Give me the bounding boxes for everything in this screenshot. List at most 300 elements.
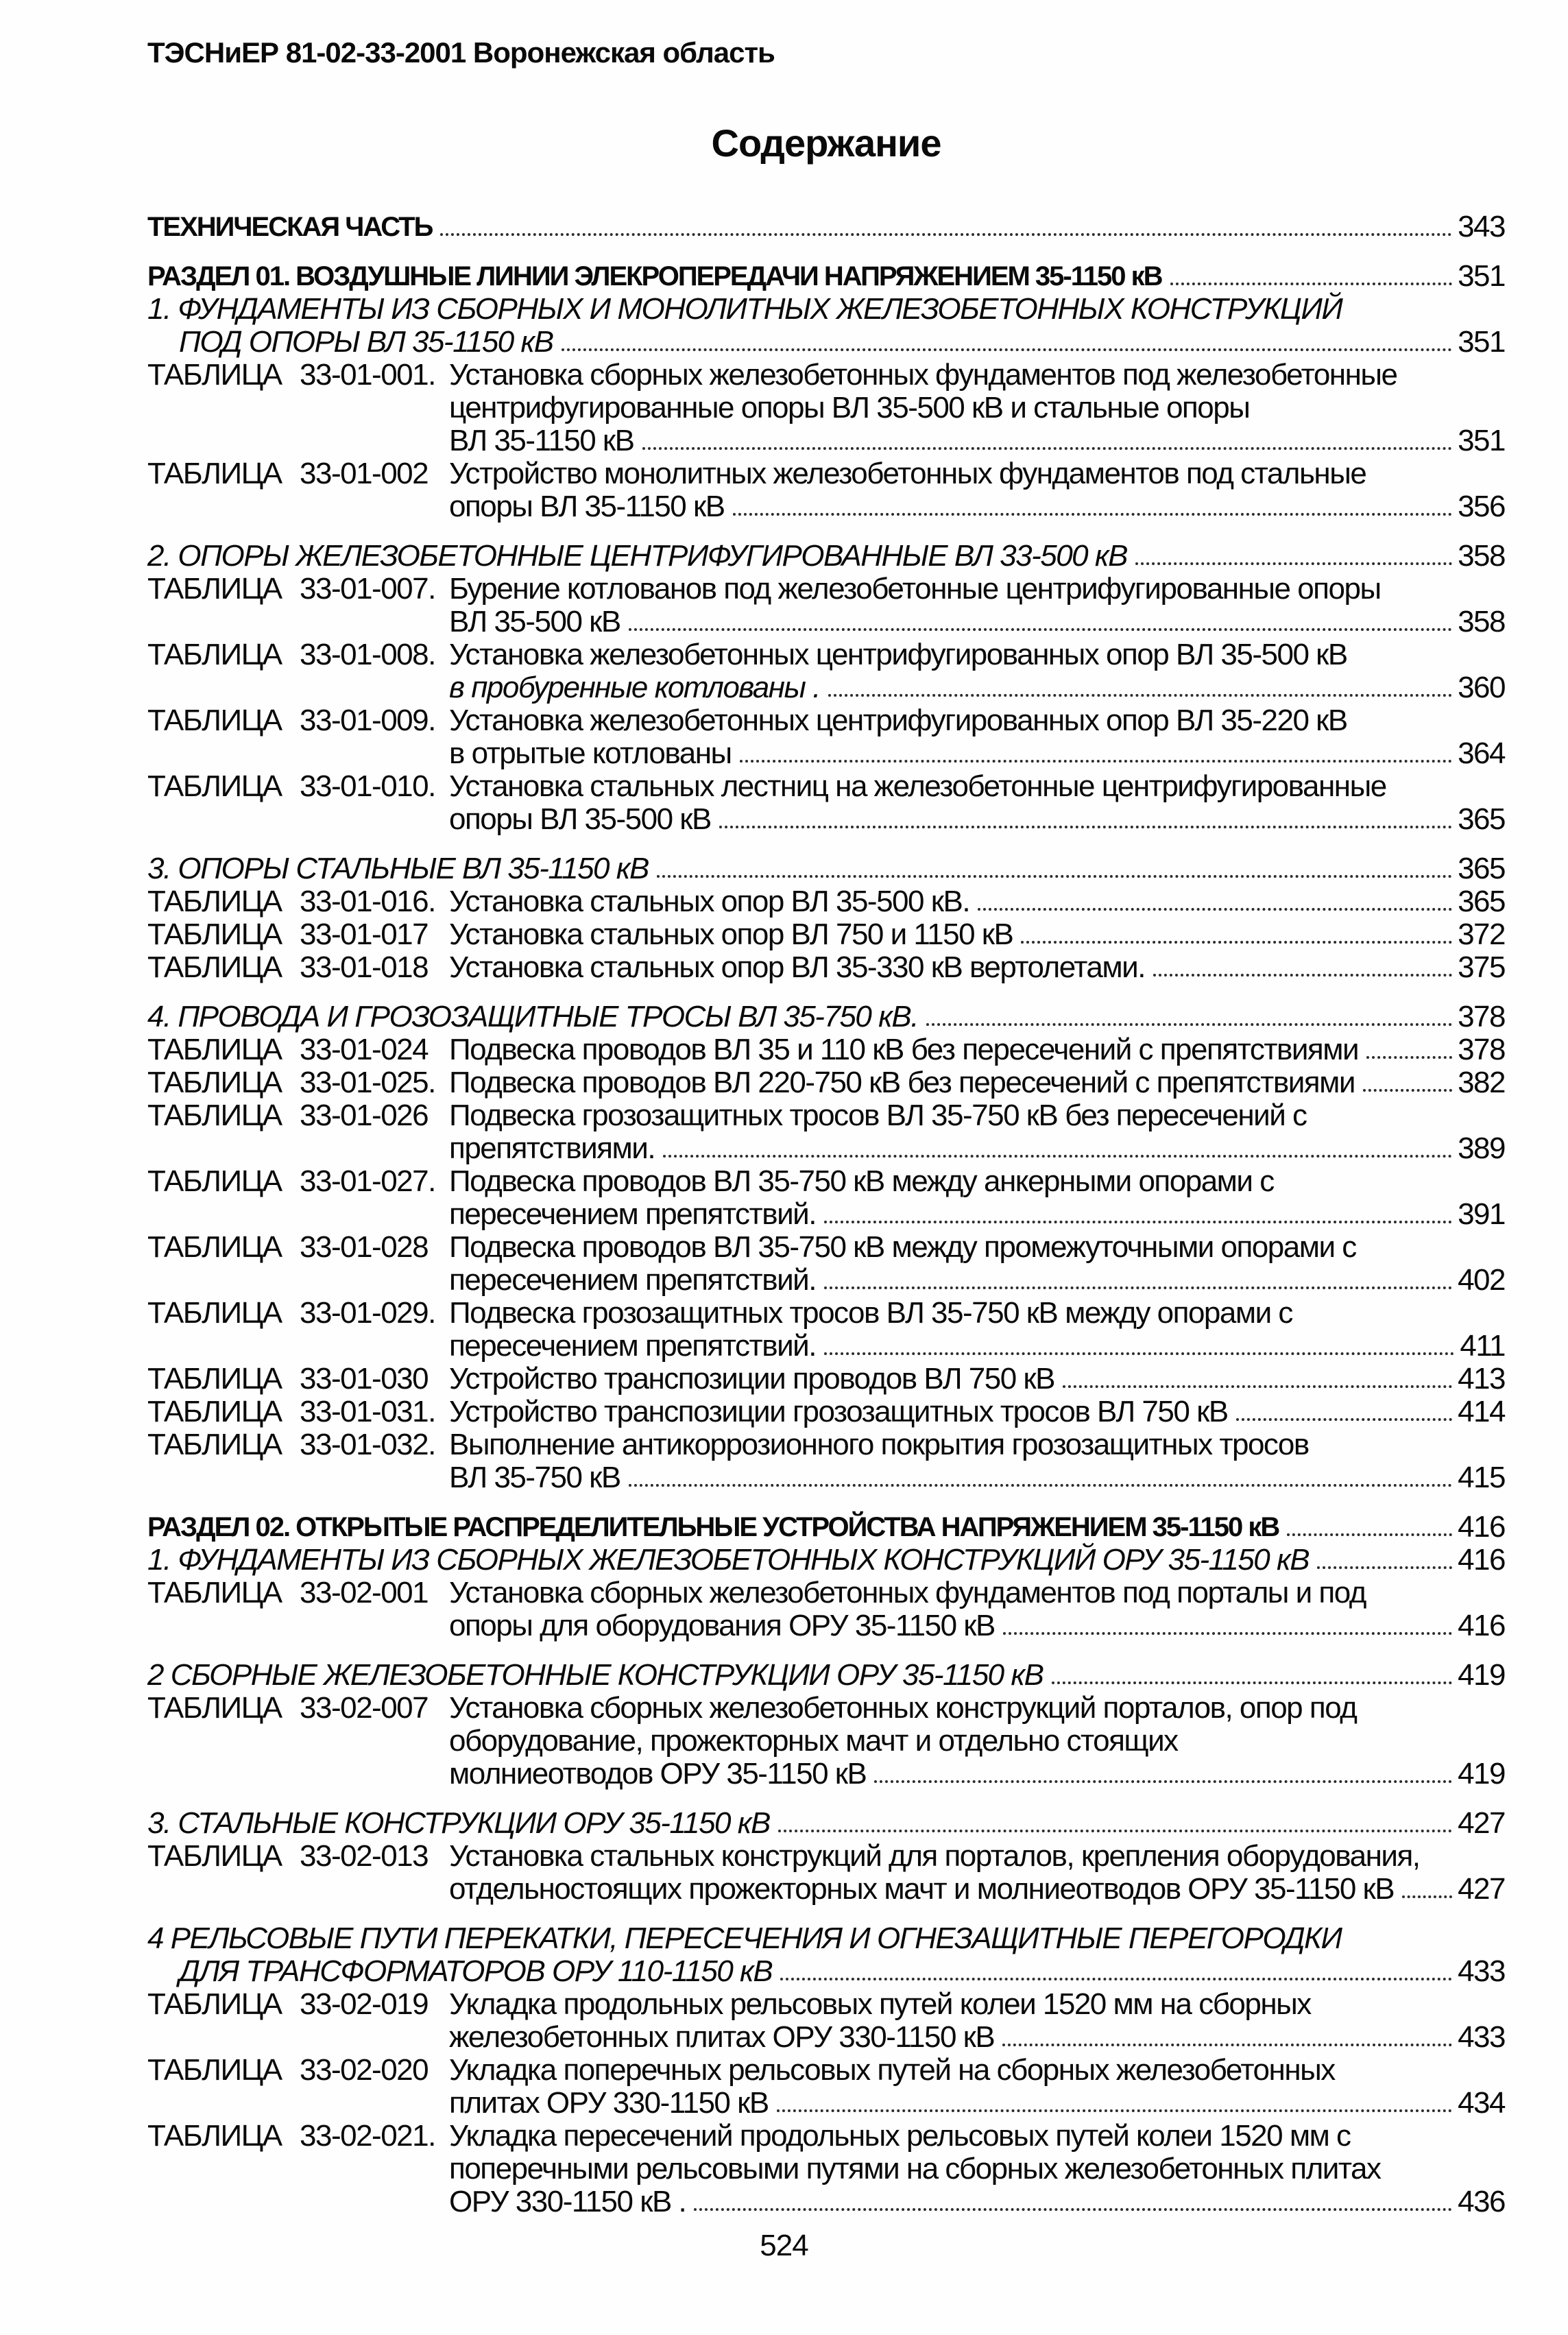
toc-entry-text: пересечением препятствий. <box>449 1263 816 1297</box>
toc-list <box>147 211 1505 2218</box>
toc-entry-table <box>147 2054 1505 2120</box>
page-number: 413 <box>1458 1362 1505 1396</box>
dot-leader <box>562 348 1453 351</box>
toc-entry-text: Установка стальных конструкций для порталов, крепления оборудования, <box>449 1839 1420 1873</box>
table-description <box>449 1297 1505 1363</box>
toc-entry-text: железобетонных плитах ОРУ 330-1150 кВ <box>449 2020 995 2054</box>
dot-leader <box>824 1352 1454 1355</box>
table-number: 33-02-001 <box>300 1576 429 1609</box>
toc-entry-line <box>449 1198 1505 1231</box>
toc-entry-line <box>449 1988 1505 2021</box>
toc-entry-text: ВЛ 35-500 кВ <box>449 605 620 638</box>
toc-entry-table <box>147 1165 1505 1231</box>
table-description <box>449 1840 1505 1906</box>
dot-leader <box>694 2208 1452 2211</box>
entry-text-block <box>147 1807 1505 1840</box>
dot-leader <box>1366 1056 1452 1059</box>
table-description <box>449 1099 1505 1165</box>
toc-entry-line <box>449 606 1505 638</box>
toc-entry-line <box>449 1577 1505 1609</box>
table-number: 33-01-010. <box>300 769 435 803</box>
toc-entry-table <box>147 1840 1505 1906</box>
toc-entry-line <box>449 2120 1505 2153</box>
table-description <box>449 885 1505 918</box>
toc-entry-line <box>449 2021 1505 2054</box>
toc-entry-table <box>147 1577 1505 1642</box>
toc-entry-table <box>147 359 1505 457</box>
toc-entry-line <box>449 1231 1505 1264</box>
page-number: 427 <box>1458 1806 1505 1840</box>
table-number: 33-01-016. <box>300 885 435 918</box>
page-number: 411 <box>1460 1329 1505 1363</box>
toc-entry-line <box>449 573 1505 606</box>
page-number: 365 <box>1458 885 1505 918</box>
toc-entry-section <box>147 1544 1505 1577</box>
toc-entry-line <box>147 1511 1505 1544</box>
page-number: 358 <box>1458 605 1505 638</box>
table-description <box>449 457 1505 523</box>
dot-leader <box>777 2109 1452 2112</box>
toc-entry-text: ПОД ОПОРЫ ВЛ 35-1150 кВ <box>179 325 553 359</box>
dot-leader <box>719 826 1452 828</box>
toc-entry-line <box>449 1066 1505 1099</box>
entry-text-block <box>147 293 1505 359</box>
toc-entry-section <box>147 1922 1505 1988</box>
page-number: 436 <box>1458 2185 1505 2218</box>
dot-leader <box>778 1830 1452 1832</box>
table-word-label: ТАБЛИЦА <box>147 1839 282 1873</box>
toc-entry-text: Подвеска грозозащитных тросов ВЛ 35-750 кВ без пересечений с <box>449 1099 1307 1132</box>
page-number: 416 <box>1458 1510 1505 1544</box>
toc-entry-section <box>147 852 1505 885</box>
table-word-label: ТАБЛИЦА <box>147 950 282 984</box>
page-number: 358 <box>1458 539 1505 573</box>
toc-entry-line <box>449 1873 1505 1906</box>
table-word-label: ТАБЛИЦА <box>147 638 282 671</box>
page-number: 433 <box>1458 1954 1505 1988</box>
toc-entry-text: препятствиями. <box>449 1131 655 1165</box>
table-number: 33-01-032. <box>300 1428 435 1461</box>
table-number: 33-01-017 <box>300 918 429 951</box>
toc-entry-text: Установка стальных опор ВЛ 35-500 кВ. <box>449 885 970 918</box>
toc-entry-line <box>147 260 1505 293</box>
toc-entry-text: Укладка поперечных рельсовых путей на сборных железобетонных <box>449 2053 1335 2087</box>
toc-entry-text: 2. ОПОРЫ ЖЕЛЕЗОБЕТОННЫЕ ЦЕНТРИФУГИРОВАННЫЕ ВЛ 33-500 кВ <box>147 539 1127 573</box>
toc-entry-line <box>449 638 1505 671</box>
toc-entry-text: в пробуренные котлованы . <box>449 671 820 704</box>
toc-entry-text: плитах ОРУ 330-1150 кВ <box>449 2086 769 2120</box>
table-number: 33-01-031. <box>300 1395 435 1428</box>
table-description <box>449 1988 1505 2054</box>
table-description <box>449 918 1505 951</box>
entry-text-block <box>147 260 1505 293</box>
dot-leader <box>978 908 1452 911</box>
toc-entry-line <box>449 392 1505 424</box>
toc-entry-line <box>147 1807 1505 1840</box>
page-number: 378 <box>1458 1033 1505 1066</box>
toc-entry-text: опоры ВЛ 35-500 кВ <box>449 802 711 836</box>
table-number: 33-01-009. <box>300 704 435 737</box>
toc-entry-table <box>147 918 1505 951</box>
table-description <box>449 573 1505 638</box>
toc-entry-line <box>147 326 1505 359</box>
table-word-label: ТАБЛИЦА <box>147 704 282 737</box>
table-word-label: ТАБЛИЦА <box>147 769 282 803</box>
toc-entry-text: опоры для оборудования ОРУ 35-1150 кВ <box>449 1609 995 1642</box>
dot-leader <box>1363 1089 1452 1092</box>
dot-leader <box>733 513 1453 516</box>
table-word-label: ТАБЛИЦА <box>147 1395 282 1428</box>
page-number: 391 <box>1458 1197 1505 1231</box>
table-description <box>449 1396 1505 1428</box>
table-word-label: ТАБЛИЦА <box>147 1033 282 1066</box>
toc-entry-text: Установка железобетонных центрифугированных опор ВЛ 35-500 кВ <box>449 638 1347 671</box>
toc-entry-text: РАЗДЕЛ 02. ОТКРЫТЫЕ РАСПРЕДЕЛИТЕЛЬНЫЕ УСТРОЙСТВА НАПРЯЖЕНИЕМ 35-1150 кВ <box>147 1512 1279 1542</box>
page-number: 365 <box>1458 852 1505 885</box>
dot-leader <box>828 694 1452 697</box>
dot-leader <box>1021 941 1452 944</box>
toc-entry-table <box>147 1428 1505 1494</box>
toc-entry-table <box>147 704 1505 770</box>
toc-entry-line <box>449 1297 1505 1330</box>
toc-entry-text: 4 РЕЛЬСОВЫЕ ПУТИ ПЕРЕКАТКИ, ПЕРЕСЕЧЕНИЯ И ОГНЕЗАЩИТНЫЕ ПЕРЕГОРОДКИ <box>147 1921 1342 1955</box>
table-number: 33-01-018 <box>300 950 429 984</box>
toc-entry-table <box>147 1363 1505 1396</box>
toc-entry-line <box>449 1330 1505 1363</box>
toc-entry-table <box>147 457 1505 523</box>
toc-entry-text: Устройство транспозиции проводов ВЛ 750 кВ <box>449 1362 1055 1396</box>
toc-entry-text: отдельностоящих прожекторных мачт и молниеотводов ОРУ 35-1150 кВ <box>449 1872 1395 1906</box>
page-number: 351 <box>1458 259 1505 293</box>
toc-entry-line <box>449 803 1505 836</box>
page-number: 364 <box>1458 737 1505 770</box>
toc-entry-table <box>147 1692 1505 1791</box>
table-description <box>449 1033 1505 1066</box>
table-word-label: ТАБЛИЦА <box>147 457 282 490</box>
entry-text-block <box>147 1922 1505 1988</box>
page-number-footer: 524 <box>760 2229 808 2262</box>
toc-entry-line <box>147 852 1505 885</box>
page-number: 343 <box>1458 210 1505 243</box>
table-description <box>449 359 1505 457</box>
toc-entry-line <box>449 1461 1505 1494</box>
table-number: 33-02-021. <box>300 2119 435 2153</box>
toc-entry-line <box>449 1692 1505 1725</box>
table-word-label: ТАБЛИЦА <box>147 1987 282 2021</box>
dot-leader <box>1153 974 1452 977</box>
page-number: 356 <box>1458 490 1505 523</box>
table-word-label: ТАБЛИЦА <box>147 1362 282 1396</box>
table-number: 33-01-024 <box>300 1033 429 1066</box>
page-number: 351 <box>1458 325 1505 359</box>
toc-entry-section <box>147 540 1505 573</box>
toc-entry-text: Подвеска проводов ВЛ 35-750 кВ между промежуточными опорами с <box>449 1230 1356 1264</box>
table-number: 33-01-027. <box>300 1164 435 1198</box>
toc-entry-line <box>147 1922 1505 1955</box>
dot-leader <box>824 1286 1452 1289</box>
table-description <box>449 1363 1505 1396</box>
page-number: 372 <box>1458 918 1505 951</box>
toc-entry-line <box>449 951 1505 984</box>
dot-leader <box>1135 562 1452 565</box>
dot-leader <box>1317 1566 1452 1569</box>
toc-entry-line <box>449 1099 1505 1132</box>
toc-entry-text: 4. ПРОВОДА И ГРОЗОЗАЩИТНЫЕ ТРОСЫ ВЛ 35-750 кВ. <box>147 1000 918 1033</box>
toc-entry-line <box>449 1165 1505 1198</box>
toc-entry-line <box>147 1955 1505 1988</box>
table-number: 33-01-029. <box>300 1296 435 1330</box>
toc-entry-section <box>147 293 1505 359</box>
table-word-label: ТАБЛИЦА <box>147 2119 282 2153</box>
toc-entry-line <box>449 770 1505 803</box>
toc-entry-line <box>449 737 1505 770</box>
toc-entry-text: 3. ОПОРЫ СТАЛЬНЫЕ ВЛ 35-1150 кВ <box>147 852 649 885</box>
dot-leader <box>642 447 1453 450</box>
toc-entry-line <box>449 1840 1505 1873</box>
table-description <box>449 1428 1505 1494</box>
toc-entry-table <box>147 885 1505 918</box>
table-description <box>449 704 1505 770</box>
toc-entry-line <box>147 1544 1505 1577</box>
dot-leader <box>1063 1385 1452 1388</box>
table-word-label: ТАБЛИЦА <box>147 1099 282 1132</box>
toc-entry-section <box>147 1807 1505 1840</box>
toc-entry-line <box>449 1264 1505 1297</box>
toc-entry-line <box>449 1428 1505 1461</box>
toc-entry-text: Укладка продольных рельсовых путей колеи 1520 мм на сборных <box>449 1987 1311 2021</box>
page-number: 365 <box>1458 802 1505 836</box>
dot-leader <box>1002 2044 1452 2046</box>
toc-entry-line <box>449 1396 1505 1428</box>
entry-text-block <box>147 1659 1505 1692</box>
table-description <box>449 1165 1505 1231</box>
table-description <box>449 1231 1505 1297</box>
toc-entry-text: оборудование, прожекторных мачт и отдельно стоящих <box>449 1724 1178 1758</box>
toc-entry-text: 3. СТАЛЬНЫЕ КОНСТРУКЦИИ ОРУ 35-1150 кВ <box>147 1806 770 1840</box>
entry-text-block <box>147 1511 1505 1544</box>
table-description <box>449 2120 1505 2218</box>
toc-entry-text: ВЛ 35-1150 кВ <box>449 424 634 457</box>
toc-entry-line <box>147 211 1505 243</box>
table-word-label: ТАБЛИЦА <box>147 358 282 392</box>
table-description <box>449 1692 1505 1791</box>
toc-entry-text: Установка сборных железобетонных фундаментов под железобетонные <box>449 358 1397 392</box>
table-number: 33-01-008. <box>300 638 435 671</box>
toc-entry-text: Установка стальных опор ВЛ 750 и 1150 кВ <box>449 918 1013 951</box>
toc-entry-text: центрифугированные опоры ВЛ 35-500 кВ и стальные опоры <box>449 391 1250 424</box>
toc-entry-table <box>147 1033 1505 1066</box>
entry-text-block <box>147 540 1505 573</box>
toc-entry-text: молниеотводов ОРУ 35-1150 кВ <box>449 1757 867 1791</box>
page-number: 416 <box>1458 1543 1505 1577</box>
toc-entry-text: опоры ВЛ 35-1150 кВ <box>449 490 725 523</box>
page-number: 419 <box>1458 1658 1505 1692</box>
dot-leader <box>657 875 1452 878</box>
dot-leader <box>780 1978 1452 1980</box>
table-number: 33-01-026 <box>300 1099 429 1132</box>
toc-entry-text: Установка железобетонных центрифугированных опор ВЛ 35-220 кВ <box>449 704 1347 737</box>
table-word-label: ТАБЛИЦА <box>147 1576 282 1609</box>
table-word-label: ТАБЛИЦА <box>147 1066 282 1099</box>
page-number: 389 <box>1458 1131 1505 1165</box>
table-word-label: ТАБЛИЦА <box>147 918 282 951</box>
page-number: 351 <box>1458 424 1505 457</box>
page-number: 427 <box>1458 1872 1505 1906</box>
toc-entry-text: Устройство транспозиции грозозащитных тросов ВЛ 750 кВ <box>449 1395 1228 1428</box>
toc-entry-line <box>449 1363 1505 1396</box>
toc-entry-line <box>449 885 1505 918</box>
table-word-label: ТАБЛИЦА <box>147 2053 282 2087</box>
toc-entry-table <box>147 770 1505 836</box>
page-number: 382 <box>1458 1066 1505 1099</box>
dot-leader <box>1402 1895 1452 1898</box>
toc-entry-chapter <box>147 1511 1505 1544</box>
dot-leader <box>1170 283 1453 285</box>
table-number: 33-01-007. <box>300 572 435 606</box>
dot-leader <box>926 1023 1452 1026</box>
dot-leader <box>629 628 1452 631</box>
toc-entry-table <box>147 1066 1505 1099</box>
toc-entry-line <box>147 1659 1505 1692</box>
toc-entry-text: 1. ФУНДАМЕНТЫ ИЗ СБОРНЫХ И МОНОЛИТНЫХ ЖЕЛЕЗОБЕТОННЫХ КОНСТРУКЦИЙ <box>147 292 1342 326</box>
toc-entry-text: Выполнение антикоррозионного покрытия грозозащитных тросов <box>449 1428 1309 1461</box>
dot-leader <box>440 233 1452 236</box>
table-number: 33-02-007 <box>300 1691 429 1725</box>
page-number: 433 <box>1458 2020 1505 2054</box>
table-word-label: ТАБЛИЦА <box>147 1428 282 1461</box>
toc-entry-line <box>449 424 1505 457</box>
toc-entry-table <box>147 638 1505 704</box>
toc-entry-text: Подвеска проводов ВЛ 35-750 кВ между анкерными опорами с <box>449 1164 1274 1198</box>
table-description <box>449 770 1505 836</box>
toc-entry-chapter <box>147 211 1505 243</box>
toc-entry-text: ВЛ 35-750 кВ <box>449 1461 620 1494</box>
dot-leader <box>629 1484 1452 1487</box>
toc-entry-line <box>449 2087 1505 2120</box>
toc-entry-line <box>449 2186 1505 2218</box>
table-description <box>449 951 1505 984</box>
toc-entry-text: Установка стальных опор ВЛ 35-330 кВ вертолетами. <box>449 950 1145 984</box>
toc-entry-text: ТЕХНИЧЕСКАЯ ЧАСТЬ <box>147 212 433 242</box>
toc-entry-text: Установка стальных лестниц на железобетонные центрифугированные <box>449 769 1386 803</box>
toc-entry-text: пересечением препятствий. <box>449 1197 816 1231</box>
toc-entry-text: ОРУ 330-1150 кВ . <box>449 2185 686 2218</box>
toc-entry-line <box>147 293 1505 326</box>
table-number: 33-01-030 <box>300 1362 429 1396</box>
page-number: 378 <box>1458 1000 1505 1033</box>
dot-leader <box>824 1221 1452 1223</box>
table-number: 33-01-002 <box>300 457 429 490</box>
table-word-label: ТАБЛИЦА <box>147 1296 282 1330</box>
entry-text-block <box>147 852 1505 885</box>
toc-entry-text: Подвеска проводов ВЛ 35 и 110 кВ без пересечений с препятствиями <box>449 1033 1359 1066</box>
dot-leader <box>740 760 1452 763</box>
table-word-label: ТАБЛИЦА <box>147 572 282 606</box>
toc-entry-table <box>147 1396 1505 1428</box>
toc-entry-line <box>449 1033 1505 1066</box>
toc-entry-table <box>147 1297 1505 1363</box>
toc-entry-text: Установка сборных железобетонных фундаментов под порталы и под <box>449 1576 1366 1609</box>
table-word-label: ТАБЛИЦА <box>147 1164 282 1198</box>
dot-leader <box>874 1780 1452 1783</box>
toc-entry-table <box>147 573 1505 638</box>
document-header: ТЭСНиЕР 81-02-33-2001 Воронежская область <box>147 36 775 69</box>
table-description <box>449 2054 1505 2120</box>
toc-entry-line <box>449 1132 1505 1165</box>
table-number: 33-01-028 <box>300 1230 429 1264</box>
page-number: 360 <box>1458 671 1505 704</box>
toc-entry-line <box>449 359 1505 392</box>
table-description <box>449 1577 1505 1642</box>
toc-entry-text: ДЛЯ ТРАНСФОРМАТОРОВ ОРУ 110-1150 кВ <box>179 1954 773 1988</box>
dot-leader <box>1287 1533 1452 1536</box>
dot-leader <box>1236 1418 1452 1421</box>
dot-leader <box>1003 1632 1452 1635</box>
toc-entry-table <box>147 2120 1505 2218</box>
page-number: 416 <box>1458 1609 1505 1642</box>
table-number: 33-02-019 <box>300 1987 429 2021</box>
toc-entry-table <box>147 1988 1505 2054</box>
toc-entry-line <box>449 1609 1505 1642</box>
table-word-label: ТАБЛИЦА <box>147 1230 282 1264</box>
page-number: 402 <box>1458 1263 1505 1297</box>
toc-entry-line <box>449 1725 1505 1758</box>
table-description <box>449 638 1505 704</box>
toc-entry-line <box>449 490 1505 523</box>
toc-entry-text: Укладка пересечений продольных рельсовых путей колеи 1520 мм с <box>449 2119 1351 2153</box>
toc-entry-text: Бурение котлованов под железобетонные центрифугированные опоры <box>449 572 1381 606</box>
toc-entry-text: Подвеска грозозащитных тросов ВЛ 35-750 кВ между опорами с <box>449 1296 1292 1330</box>
toc-entry-section <box>147 1001 1505 1033</box>
toc-entry-text: Установка сборных железобетонных конструкций порталов, опор под <box>449 1691 1357 1725</box>
page-number: 434 <box>1458 2086 1505 2120</box>
toc-entry-line <box>449 1758 1505 1791</box>
toc-entry-table <box>147 1231 1505 1297</box>
toc-entry-line <box>449 918 1505 951</box>
toc-entry-line <box>449 2153 1505 2186</box>
toc-entry-line <box>449 671 1505 704</box>
toc-entry-line <box>147 540 1505 573</box>
toc-entry-text: в отрытые котлованы <box>449 737 732 770</box>
toc-entry-line <box>147 1001 1505 1033</box>
table-number: 33-02-020 <box>300 2053 429 2087</box>
entry-text-block <box>147 1001 1505 1033</box>
page-number: 414 <box>1458 1395 1505 1428</box>
page-number: 419 <box>1458 1757 1505 1791</box>
toc-entry-text: РАЗДЕЛ 01. ВОЗДУШНЫЕ ЛИНИИ ЭЛЕКРОПЕРЕДАЧИ НАПРЯЖЕНИЕМ 35-1150 кВ <box>147 261 1162 291</box>
table-word-label: ТАБЛИЦА <box>147 1691 282 1725</box>
entry-text-block <box>147 211 1505 243</box>
table-number: 33-01-001. <box>300 358 435 392</box>
toc-entry-table <box>147 1099 1505 1165</box>
toc-entry-text: 2 СБОРНЫЕ ЖЕЛЕЗОБЕТОННЫЕ КОНСТРУКЦИИ ОРУ 35-1150 кВ <box>147 1658 1044 1692</box>
page-number: 415 <box>1458 1461 1505 1494</box>
toc-entry-line <box>449 2054 1505 2087</box>
toc-entry-table <box>147 951 1505 984</box>
toc-entry-text: Устройство монолитных железобетонных фундаментов под стальные <box>449 457 1366 490</box>
toc-title: Содержание <box>711 121 941 165</box>
toc-entry-text: поперечными рельсовыми путями на сборных железобетонных плитах <box>449 2152 1381 2186</box>
table-word-label: ТАБЛИЦА <box>147 885 282 918</box>
toc-entry-line <box>449 704 1505 737</box>
dot-leader <box>663 1155 1452 1158</box>
table-number: 33-02-013 <box>300 1839 429 1873</box>
table-description <box>449 1066 1505 1099</box>
dot-leader <box>1052 1681 1453 1684</box>
toc-entry-line <box>449 457 1505 490</box>
entry-text-block <box>147 1544 1505 1577</box>
toc-entry-chapter <box>147 260 1505 293</box>
